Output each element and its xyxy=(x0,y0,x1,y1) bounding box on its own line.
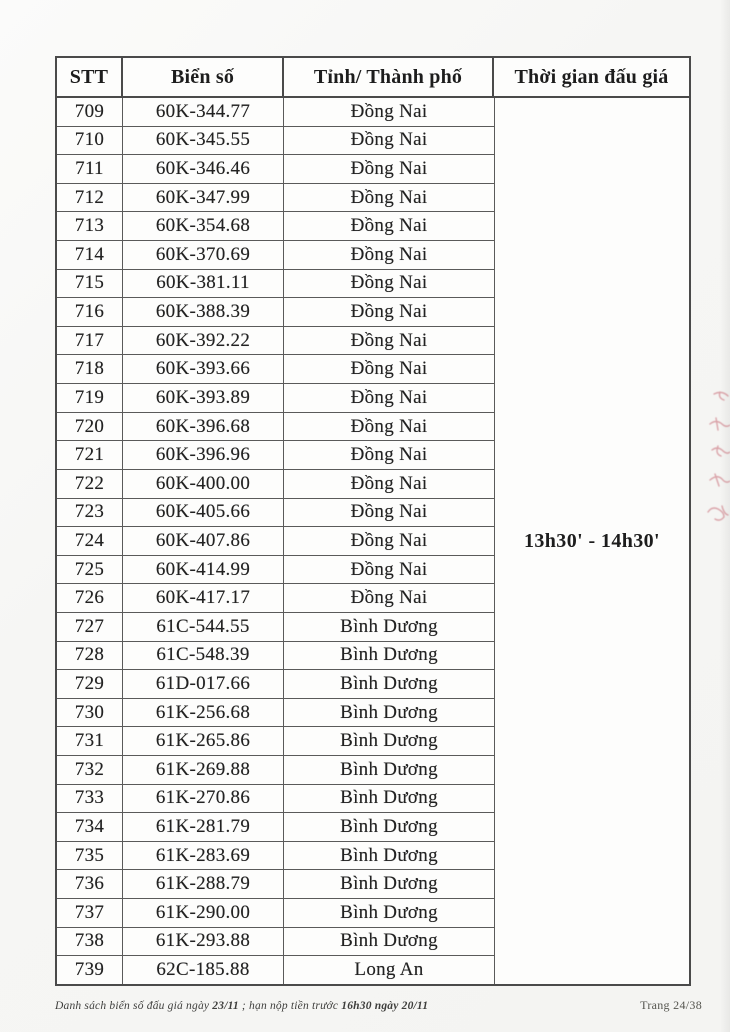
table-rows xyxy=(57,98,494,984)
stt-cell: 721 xyxy=(57,441,123,469)
table-row xyxy=(57,642,494,671)
plate-cell: 61C-544.55 xyxy=(123,613,284,641)
table-row xyxy=(57,756,494,785)
plate-cell: 61K-283.69 xyxy=(123,842,284,870)
table-row xyxy=(57,527,494,556)
stt-cell: 727 xyxy=(57,613,123,641)
table-row xyxy=(57,127,494,156)
province-cell: Bình Dương xyxy=(340,758,438,780)
stt-cell: 728 xyxy=(57,642,123,670)
province-cell: Bình Dương xyxy=(340,816,438,838)
plate-cell: 60K-393.89 xyxy=(123,384,284,412)
province-cell: Đồng Nai xyxy=(350,501,428,523)
province-cell: Đồng Nai xyxy=(350,100,428,122)
province-cell: Bình Dương xyxy=(340,672,438,694)
province-cell: Đồng Nai xyxy=(350,272,428,294)
table-row xyxy=(57,956,494,984)
stt-cell: 734 xyxy=(57,813,123,841)
license-plate-auction-table xyxy=(55,56,691,986)
province-cell: Đồng Nai xyxy=(350,215,428,237)
auction-time-cell: 13h30' - 14h30' xyxy=(494,98,689,984)
plate-cell: 60K-400.00 xyxy=(123,470,284,498)
plate-cell: 60K-393.66 xyxy=(123,355,284,383)
table-row xyxy=(57,928,494,957)
stt-cell: 723 xyxy=(57,499,123,527)
stt-cell: 738 xyxy=(57,928,123,956)
province-cell: Đồng Nai xyxy=(350,558,428,580)
footer-note-deadline: 16h30 ngày 20/11 xyxy=(341,1000,429,1012)
table-row xyxy=(57,384,494,413)
footer-note xyxy=(55,1000,428,1012)
plate-cell: 61K-256.68 xyxy=(123,699,284,727)
province-cell: Đồng Nai xyxy=(350,358,428,380)
scan-edge-shadow xyxy=(720,0,730,1032)
table-body xyxy=(57,98,689,984)
province-cell: Bình Dương xyxy=(340,844,438,866)
table-row xyxy=(57,441,494,470)
col-header-plate: Biển số xyxy=(123,58,284,96)
table-row xyxy=(57,327,494,356)
table-row xyxy=(57,584,494,613)
plate-cell: 60K-396.96 xyxy=(123,441,284,469)
province-cell: Đồng Nai xyxy=(350,472,428,494)
col-header-auction-time: Thời gian đấu giá xyxy=(514,65,669,88)
stt-cell: 733 xyxy=(57,785,123,813)
stt-cell: 722 xyxy=(57,470,123,498)
table-row xyxy=(57,499,494,528)
table-row xyxy=(57,298,494,327)
table-row xyxy=(57,785,494,814)
table-row xyxy=(57,813,494,842)
province-cell: Đồng Nai xyxy=(350,329,428,351)
plate-cell: 60K-344.77 xyxy=(123,98,284,126)
table-row xyxy=(57,212,494,241)
province-cell: Bình Dương xyxy=(340,873,438,895)
stt-cell: 714 xyxy=(57,241,123,269)
plate-cell: 60K-347.99 xyxy=(123,184,284,212)
plate-cell: 61K-288.79 xyxy=(123,870,284,898)
stt-cell: 736 xyxy=(57,870,123,898)
footer-note-prefix: Danh sách biển số đấu giá ngày xyxy=(55,1000,213,1012)
page-number: Trang 24/38 xyxy=(640,998,702,1012)
plate-cell: 61K-281.79 xyxy=(123,813,284,841)
plate-cell: 60K-370.69 xyxy=(123,241,284,269)
plate-cell: 61K-265.86 xyxy=(123,727,284,755)
stt-cell: 720 xyxy=(57,413,123,441)
col-header-province: Tỉnh/ Thành phố xyxy=(284,58,494,96)
plate-cell: 60K-346.46 xyxy=(123,155,284,183)
table-row xyxy=(57,556,494,585)
plate-cell: 61K-290.00 xyxy=(123,899,284,927)
table-row xyxy=(57,355,494,384)
table-row xyxy=(57,413,494,442)
stt-cell: 737 xyxy=(57,899,123,927)
province-cell: Bình Dương xyxy=(340,930,438,952)
table-row xyxy=(57,613,494,642)
province-cell: Đồng Nai xyxy=(350,158,428,180)
stt-cell: 724 xyxy=(57,527,123,555)
red-ink-mark xyxy=(700,388,730,538)
province-cell: Đồng Nai xyxy=(350,415,428,437)
stt-cell: 711 xyxy=(57,155,123,183)
plate-cell: 60K-396.68 xyxy=(123,413,284,441)
stt-cell: 719 xyxy=(57,384,123,412)
plate-cell: 60K-414.99 xyxy=(123,556,284,584)
table-row xyxy=(57,899,494,928)
province-cell: Bình Dương xyxy=(340,701,438,723)
stt-cell: 716 xyxy=(57,298,123,326)
table-row xyxy=(57,670,494,699)
plate-cell: 60K-417.17 xyxy=(123,584,284,612)
plate-cell: 61K-270.86 xyxy=(123,785,284,813)
stt-cell: 709 xyxy=(57,98,123,126)
province-cell: Long An xyxy=(354,959,424,981)
province-cell: Bình Dương xyxy=(340,730,438,752)
stt-cell: 718 xyxy=(57,355,123,383)
table-row xyxy=(57,98,494,127)
stt-cell: 715 xyxy=(57,270,123,298)
stt-cell: 729 xyxy=(57,670,123,698)
table-row xyxy=(57,184,494,213)
plate-cell: 61D-017.66 xyxy=(123,670,284,698)
plate-cell: 61C-548.39 xyxy=(123,642,284,670)
table-row xyxy=(57,699,494,728)
footer-note-middle: ; hạn nộp tiền trước xyxy=(238,1000,342,1012)
province-cell: Bình Dương xyxy=(340,901,438,923)
table-row xyxy=(57,241,494,270)
stt-cell: 732 xyxy=(57,756,123,784)
stt-cell: 739 xyxy=(57,956,123,984)
table-row xyxy=(57,727,494,756)
province-cell: Đồng Nai xyxy=(350,529,428,551)
province-cell: Bình Dương xyxy=(340,615,438,637)
table-row xyxy=(57,155,494,184)
plate-cell: 60K-405.66 xyxy=(123,499,284,527)
table-row xyxy=(57,470,494,499)
stt-cell: 713 xyxy=(57,212,123,240)
stt-cell: 710 xyxy=(57,127,123,155)
plate-cell: 62C-185.88 xyxy=(123,956,284,984)
province-cell: Bình Dương xyxy=(340,644,438,666)
table-header-row xyxy=(57,58,689,98)
province-cell: Đồng Nai xyxy=(350,129,428,151)
stt-cell: 731 xyxy=(57,727,123,755)
province-cell: Đồng Nai xyxy=(350,587,428,609)
province-cell: Đồng Nai xyxy=(350,186,428,208)
province-cell: Đồng Nai xyxy=(350,301,428,323)
plate-cell: 61K-293.88 xyxy=(123,928,284,956)
plate-cell: 60K-354.68 xyxy=(123,212,284,240)
plate-cell: 60K-345.55 xyxy=(123,127,284,155)
footer-note-date: 23/11 xyxy=(212,1000,239,1012)
stt-cell: 725 xyxy=(57,556,123,584)
province-cell: Đồng Nai xyxy=(350,386,428,408)
stt-cell: 735 xyxy=(57,842,123,870)
province-cell: Đồng Nai xyxy=(350,243,428,265)
province-cell: Bình Dương xyxy=(340,787,438,809)
plate-cell: 60K-407.86 xyxy=(123,527,284,555)
table-row xyxy=(57,842,494,871)
stt-cell: 712 xyxy=(57,184,123,212)
province-cell: Đồng Nai xyxy=(350,444,428,466)
table-row xyxy=(57,870,494,899)
stt-cell: 717 xyxy=(57,327,123,355)
table-row xyxy=(57,270,494,299)
stt-cell: 726 xyxy=(57,584,123,612)
plate-cell: 61K-269.88 xyxy=(123,756,284,784)
plate-cell: 60K-381.11 xyxy=(123,270,284,298)
page-footer xyxy=(55,998,702,1013)
plate-cell: 60K-392.22 xyxy=(123,327,284,355)
col-header-stt: STT xyxy=(57,58,123,96)
stt-cell: 730 xyxy=(57,699,123,727)
plate-cell: 60K-388.39 xyxy=(123,298,284,326)
